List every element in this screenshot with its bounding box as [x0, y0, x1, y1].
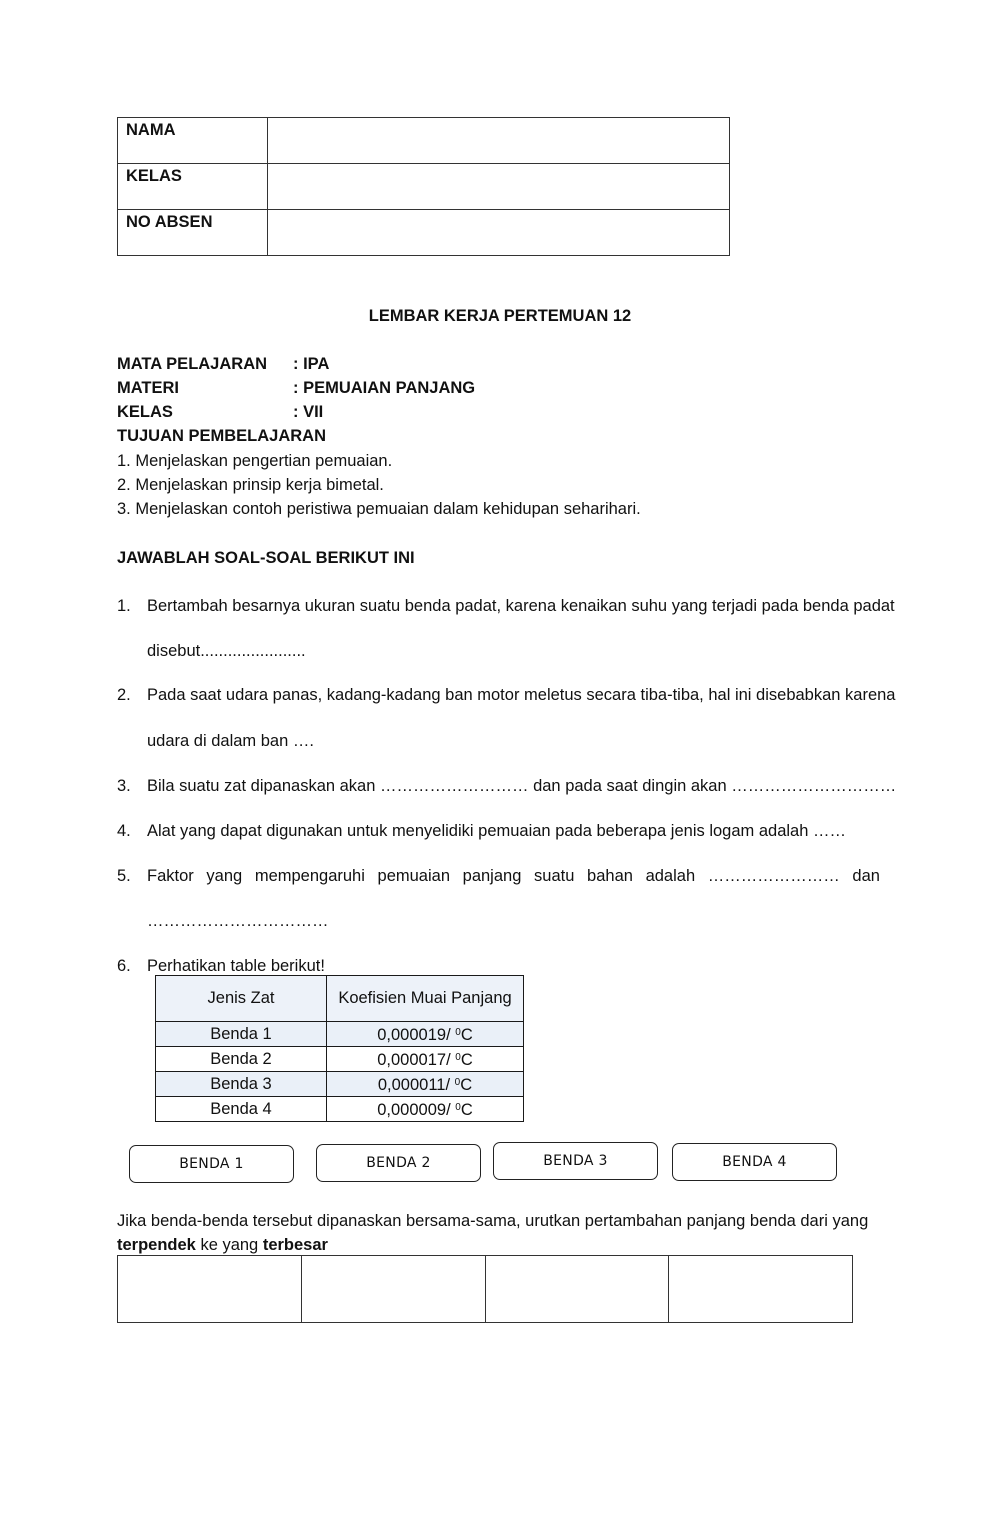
- coef-unit: C: [460, 1026, 473, 1044]
- q5-word: dan: [852, 867, 880, 885]
- question-2-text-cont: udara di dalam ban ….: [147, 732, 314, 750]
- coef-number: 0,000011/: [377, 1076, 455, 1094]
- coef-row: [156, 1022, 524, 1047]
- coef-zat: Benda 1: [156, 1022, 327, 1047]
- coef-unit: C: [460, 1076, 473, 1094]
- coef-row: [156, 1047, 524, 1072]
- coef-zat: Benda 4: [156, 1097, 327, 1122]
- answer-slot-2[interactable]: [302, 1256, 486, 1322]
- coef-degree: 0: [454, 1077, 461, 1088]
- q5-word: ……………………: [707, 867, 840, 885]
- question-5-text: [147, 866, 880, 886]
- question-3-text: Bila suatu zat dipanaskan akan ……………………… dan pada saat dingin akan …………………………: [147, 777, 897, 795]
- coef-header-jenis: Jenis Zat: [156, 976, 327, 1022]
- chip-benda-3[interactable]: BENDA 3: [493, 1142, 658, 1180]
- q5-word: pemuaian: [377, 867, 451, 885]
- answer-slot-1[interactable]: [118, 1256, 302, 1322]
- question-number: 3.: [117, 777, 131, 795]
- question-number: 4.: [117, 822, 131, 840]
- coef-number: 0,000017/: [377, 1051, 456, 1069]
- chip-benda-2[interactable]: BENDA 2: [316, 1144, 481, 1182]
- coef-value: [327, 1072, 524, 1097]
- q5-word: bahan: [587, 867, 633, 885]
- coef-zat: Benda 3: [156, 1072, 327, 1097]
- question-5-text-cont: ……………………………: [147, 912, 329, 930]
- identity-label-absen: NO ABSEN: [118, 210, 268, 256]
- sort-prompt-bold-terpendek: terpendek: [117, 1236, 196, 1254]
- identity-table: [117, 117, 730, 256]
- mapel-value: : IPA: [293, 355, 330, 373]
- identity-row-kelas: [118, 164, 730, 210]
- materi-value: : PEMUAIAN PANJANG: [293, 379, 476, 397]
- coef-value: [327, 1022, 524, 1047]
- sort-prompt-line2: [117, 1235, 328, 1255]
- identity-row-nama: [118, 118, 730, 164]
- q5-word: panjang: [462, 867, 522, 885]
- question-2-text: Pada saat udara panas, kadang-kadang ban motor meletus secara tiba-tiba, hal ini disebabkan karena: [147, 686, 896, 704]
- q5-word: mempengaruhi: [254, 867, 365, 885]
- coef-unit: C: [460, 1101, 473, 1119]
- identity-input-cell-nama: [268, 118, 730, 164]
- kelas-input[interactable]: [268, 164, 729, 208]
- q5-word: adalah: [645, 867, 696, 885]
- identity-label-nama: NAMA: [118, 118, 268, 164]
- question-number: 5.: [117, 867, 131, 885]
- coef-row: [156, 1097, 524, 1122]
- question-number: 2.: [117, 686, 131, 704]
- objective-item: 1. Menjelaskan pengertian pemuaian.: [117, 452, 393, 470]
- answer-slot-3[interactable]: [486, 1256, 670, 1322]
- coef-value: [327, 1097, 524, 1122]
- materi-label: MATERI: [117, 379, 180, 397]
- no-absen-input[interactable]: [268, 210, 729, 254]
- objective-item: 2. Menjelaskan prinsip kerja bimetal.: [117, 476, 384, 494]
- coefficient-table: [155, 975, 524, 1122]
- question-number: 6.: [117, 957, 131, 975]
- answer-drop-row: [117, 1255, 853, 1323]
- mapel-label: MATA PELAJARAN: [117, 355, 268, 373]
- identity-label-kelas: KELAS: [118, 164, 268, 210]
- coef-number: 0,000019/: [377, 1026, 456, 1044]
- instructions-heading: JAWABLAH SOAL-SOAL BERIKUT INI: [117, 549, 415, 567]
- question-1-text-cont: disebut.......................: [147, 642, 306, 660]
- coef-unit: C: [460, 1051, 473, 1069]
- q5-word: Faktor: [147, 867, 194, 885]
- coef-degree: 0: [455, 1102, 461, 1113]
- page-title: LEMBAR KERJA PERTEMUAN 12: [368, 307, 632, 325]
- identity-input-cell-kelas: [268, 164, 730, 210]
- question-number: 1.: [117, 597, 131, 615]
- kelas-value: : VII: [293, 403, 324, 421]
- identity-input-cell-absen: [268, 210, 730, 256]
- chip-benda-4[interactable]: BENDA 4: [672, 1143, 837, 1181]
- nama-input[interactable]: [268, 118, 729, 162]
- tujuan-heading: TUJUAN PEMBELAJARAN: [117, 427, 327, 445]
- chip-benda-1[interactable]: BENDA 1: [129, 1145, 294, 1183]
- coef-value: [327, 1047, 524, 1072]
- answer-slot-4[interactable]: [669, 1256, 852, 1322]
- question-6-text: Perhatikan table berikut!: [147, 957, 325, 975]
- sort-prompt-mid: ke yang: [195, 1236, 263, 1254]
- sort-prompt-bold-terbesar: terbesar: [262, 1236, 328, 1254]
- sort-prompt-line1: Jika benda-benda tersebut dipanaskan bersama-sama, urutkan pertambahan panjang benda dari yang: [117, 1212, 869, 1230]
- coef-number: 0,000009/: [377, 1101, 456, 1119]
- coef-header-row: [156, 976, 524, 1022]
- objective-item: 3. Menjelaskan contoh peristiwa pemuaian dalam kehidupan seharihari.: [117, 500, 641, 518]
- question-4-text: Alat yang dapat digunakan untuk menyelidiki pemuaian pada beberapa jenis logam adalah ……: [147, 822, 846, 840]
- coef-degree: 0: [455, 1052, 461, 1063]
- coef-header-koefisien: Koefisien Muai Panjang: [327, 976, 524, 1022]
- question-1-text: Bertambah besarnya ukuran suatu benda padat, karena kenaikan suhu yang terjadi pada benda padat: [147, 597, 895, 615]
- coef-degree: 0: [455, 1027, 461, 1038]
- coef-row: [156, 1072, 524, 1097]
- kelas-label: KELAS: [117, 403, 173, 421]
- q5-word: suatu: [534, 867, 575, 885]
- identity-row-absen: [118, 210, 730, 256]
- q5-word: yang: [206, 867, 243, 885]
- coef-zat: Benda 2: [156, 1047, 327, 1072]
